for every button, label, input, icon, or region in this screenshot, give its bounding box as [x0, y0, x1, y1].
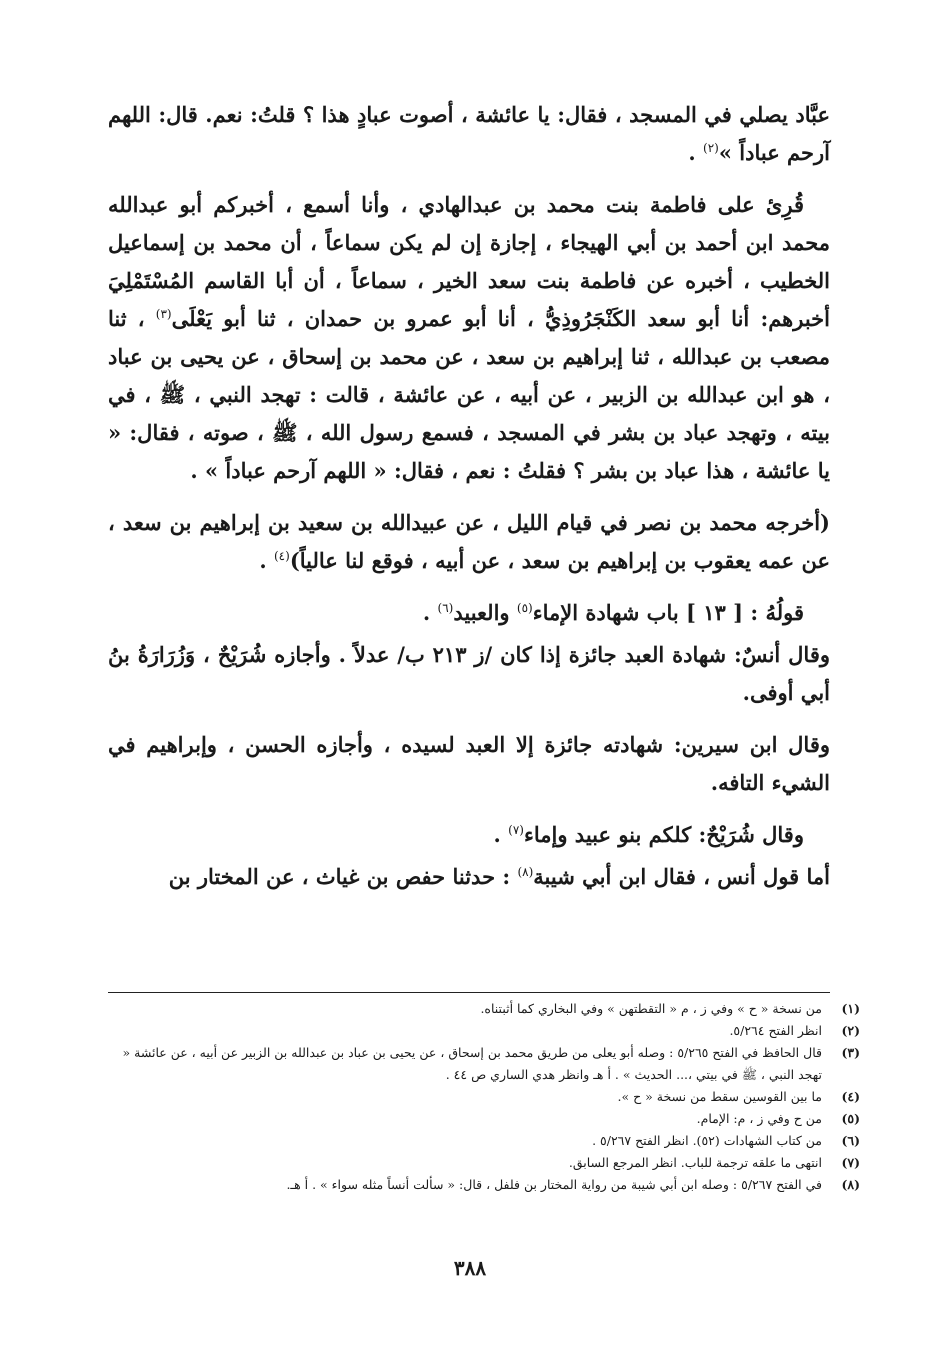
- paragraph: [108, 186, 830, 490]
- footnote-ref: (٣): [155, 307, 172, 321]
- paragraph-tail: ، ثنا مصعب بن عبدالله ، ثنا إبراهيم بن سعد ، عن محمد بن إسحاق ، عن يحيى بن عباد ، هو ابن عبدالله بن الزبير ، عن أبيه ، عن عائشة ، قالت : تهجد النبي ، ﷺ ، في بيته ، وتهجد عباد بن بشر في المسجد ، فسمع رسول الله ، ﷺ ، صوته ، فقال: « يا عائشة ، هذا عباد بن بشر ؟ فقلتُ : نعم ، فقال: « اللهم آرحم عباداً » .: [108, 306, 830, 483]
- paragraph: [108, 636, 830, 712]
- paragraph-text: وقال ابن سيرين: شهادته جائزة إلا العبد لسيده ، وأجازه الحسن ، وإبراهيم في الشيء التافه.: [108, 732, 830, 795]
- paragraph-text: عبَّاد يصلي في المسجد ، فقال: يا عائشة ، أصوت عبادٍ هذا ؟ قلتُ: نعم. قال: اللهم آرحم عباداً »: [108, 102, 830, 165]
- paragraph: [108, 726, 830, 802]
- paragraph-text: قُرِئ على فاطمة بنت محمد بن عبدالهادي ، وأنا أسمع ، أخبركم أبو عبدالله محمد ابن أحمد بن أبي الهيجاء ، إجازة إن لم يكن سماعاً ، أن محمد بن إسماعيل الخطيب ، أخبره عن فاطمة بنت سعد الخير ، سماعاً ، أن أبا القاسم المُسْتَمْلِيَ أخبرهم: أنا أبو سعد الكَنْجَرُوذِيُّ ، أنا أبو عمرو بن حمدان ، ثنا أبو يَعْلَى: [108, 192, 830, 331]
- footnote-ref: (٤): [273, 549, 290, 563]
- footnote: [108, 1020, 860, 1042]
- paragraph: [108, 96, 830, 172]
- footnote: [108, 1130, 860, 1152]
- footnote-number: (٧): [841, 1155, 860, 1170]
- footnote-number: (٣): [841, 1045, 860, 1060]
- main-text: [108, 96, 830, 910]
- footnote-number: (٢): [841, 1023, 860, 1038]
- footnote-number: (٤): [841, 1089, 860, 1104]
- paragraph-tail: .: [688, 140, 704, 165]
- heading-text: قولُهُ : [ ١٣ ] باب شهادة الإماء: [532, 600, 804, 625]
- footnote-text: من ح وفي ز ، م: الإمام.: [696, 1111, 822, 1126]
- footnote: [108, 1152, 860, 1174]
- paragraph-tail: : حدثنا حفص بن غياث ، عن المختار بن: [168, 864, 518, 889]
- footnote-ref: (٨): [517, 865, 534, 879]
- footnotes: [108, 998, 860, 1196]
- footnote-text: في الفتح ٥/٢٦٧ : وصله ابن أبي شيبة من رواية المختار بن فلفل ، قال: « سألت أنساً مثله سواء » . أ هـ.: [286, 1177, 822, 1192]
- footnote: [108, 1086, 860, 1108]
- page-number: ٣٨٨: [453, 1256, 487, 1280]
- paragraph: [108, 504, 830, 580]
- footnote: [108, 1108, 860, 1130]
- chapter-heading: [108, 594, 830, 632]
- paragraph-text: (أخرجه محمد بن نصر في قيام الليل ، عن عبيدالله بن سعيد بن إبراهيم بن سعد ، عن عمه يعقوب بن إبراهيم بن سعد ، عن أبيه ، فوقع لنا عالياً): [108, 510, 830, 573]
- footnote-ref: (٥): [516, 601, 533, 615]
- paragraph-tail: .: [259, 548, 274, 573]
- footnote-ref: (٦): [437, 601, 454, 615]
- paragraph: [108, 858, 830, 896]
- paragraph: [108, 816, 830, 854]
- footnote-text: من نسخة « ح » وفي ز ، م « التقطتهن » وفي البخاري كما أثبتناه.: [480, 1001, 822, 1016]
- footnote: [108, 1174, 860, 1196]
- footnote-number: (٦): [841, 1133, 860, 1148]
- paragraph-tail: .: [493, 822, 509, 847]
- footnote-text: قال الحافظ في الفتح ٥/٢٦٥ : وصله أبو يعلى من طريق محمد بن إسحاق ، عن يحيى بن عباد بن عبدالله بن الزبير عن أبيه ، عن عائشة « تهجد النبي ، ﷺ في بيتي ،... الحديث » . أ هـ وانظر هدي الساري ص ٤٤ .: [122, 1045, 822, 1082]
- footnote-text: من كتاب الشهادات (٥٢). انظر الفتح ٥/٢٦٧ .: [592, 1133, 822, 1148]
- footnote-text: انظر الفتح ٥/٢٦٤.: [729, 1023, 822, 1038]
- footnote: [108, 1042, 860, 1086]
- footnote-ref: (٧): [508, 823, 524, 837]
- paragraph-text: أما قول أنس ، فقال ابن أبي شيبة: [533, 864, 830, 889]
- footnote-text: ما بين القوسين سقط من نسخة « ح ».: [617, 1089, 822, 1104]
- heading-tail: .: [422, 600, 438, 625]
- heading-tail: والعبيد: [453, 600, 517, 625]
- footnote-divider: [108, 992, 830, 993]
- footnote-ref: (٢): [703, 141, 719, 155]
- footnote: [108, 998, 860, 1020]
- footnote-text: انتهى ما علقه ترجمة للباب. انظر المرجع السابق.: [568, 1155, 822, 1170]
- footnote-number: (٨): [841, 1177, 860, 1192]
- footnote-number: (٥): [841, 1111, 860, 1126]
- paragraph-text: وقال أنسٌ: شهادة العبد جائزة إذا كان /ز ٢١٣ ب/ عدلاً . وأجازه شُرَيْحٌ ، وَزُرَارَةُ بنُ أبي أوفى.: [108, 642, 830, 705]
- footnote-number: (١): [841, 1001, 860, 1016]
- paragraph-text: وقال شُرَيْحٌ: كلكم بنو عبيد وإماء: [523, 822, 804, 847]
